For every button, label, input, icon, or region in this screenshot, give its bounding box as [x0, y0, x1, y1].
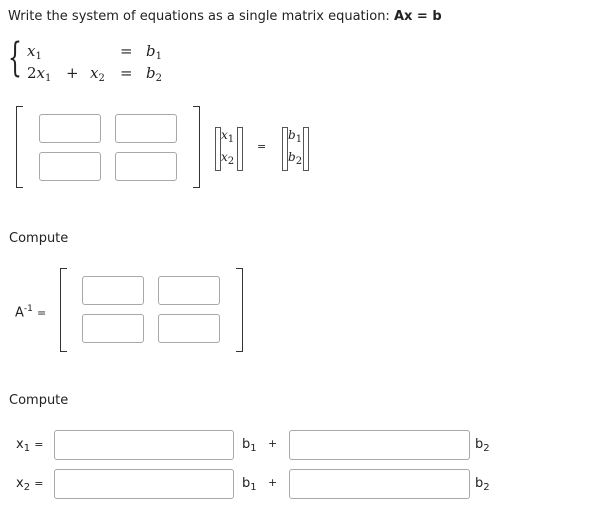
x2-plus: + [268, 476, 278, 489]
x-vector-entry-1: $x_1$ [221, 128, 235, 145]
eq1-lhs: $x_1$ [27, 42, 42, 62]
x2-coef-b1-input[interactable] [54, 469, 234, 499]
b-vector-entry-2: $b_2$ [288, 150, 303, 167]
b-vector-entry-1: $b_1$ [288, 128, 303, 145]
b-vector-right-bracket [303, 127, 309, 171]
inverse-cell-22[interactable] [158, 314, 220, 343]
matrix-equals: = [257, 140, 267, 153]
inverse-cell-21[interactable] [82, 314, 144, 343]
x-vector-right-bracket [237, 127, 243, 171]
x-vector-entry-2: $x_2$ [221, 150, 235, 167]
question-prefix: Write the system of equations as a single matrix equation: [8, 9, 394, 24]
x1-plus: + [268, 437, 278, 450]
matrix-a-cell-21[interactable] [39, 152, 101, 181]
x1-coef-b1-input[interactable] [54, 430, 234, 460]
left-brace: { [8, 35, 22, 81]
inverse-left-bracket [60, 268, 67, 352]
eq2-lhs: $2x_1$ [27, 64, 52, 84]
a-inverse-label: $A^{-1}$ = [15, 304, 47, 321]
x2-b1-label: $b_1$ [242, 476, 257, 493]
question-text [8, 9, 442, 24]
eq2-x2: $x_2$ [90, 64, 105, 84]
x1-label: $x_1$ = [16, 437, 44, 454]
eq1-equals: = [120, 42, 133, 60]
matrix-a-cell-11[interactable] [39, 114, 101, 143]
x1-b2-label: $b_2$ [475, 437, 490, 454]
compute-heading-2: Compute [9, 393, 69, 408]
inverse-right-bracket [236, 268, 243, 352]
matrix-a-cell-12[interactable] [115, 114, 177, 143]
x1-b1-label: $b_1$ [242, 437, 257, 454]
compute-heading-1: Compute [9, 231, 69, 246]
eq2-plus: + [66, 64, 79, 82]
inverse-cell-12[interactable] [158, 276, 220, 305]
inverse-cell-11[interactable] [82, 276, 144, 305]
eq2-rhs: $b_2$ [146, 64, 162, 84]
matrix-a-left-bracket [16, 106, 23, 188]
matrix-a-cell-22[interactable] [115, 152, 177, 181]
eq1-rhs: $b_1$ [146, 42, 162, 62]
eq2-equals: = [120, 64, 133, 82]
x2-b2-label: $b_2$ [475, 476, 490, 493]
matrix-a-right-bracket [193, 106, 200, 188]
x2-coef-b2-input[interactable] [289, 469, 470, 499]
x2-label: $x_2$ = [16, 476, 44, 493]
x1-coef-b2-input[interactable] [289, 430, 470, 460]
question-bold-equation: Ax = b [393, 9, 442, 24]
